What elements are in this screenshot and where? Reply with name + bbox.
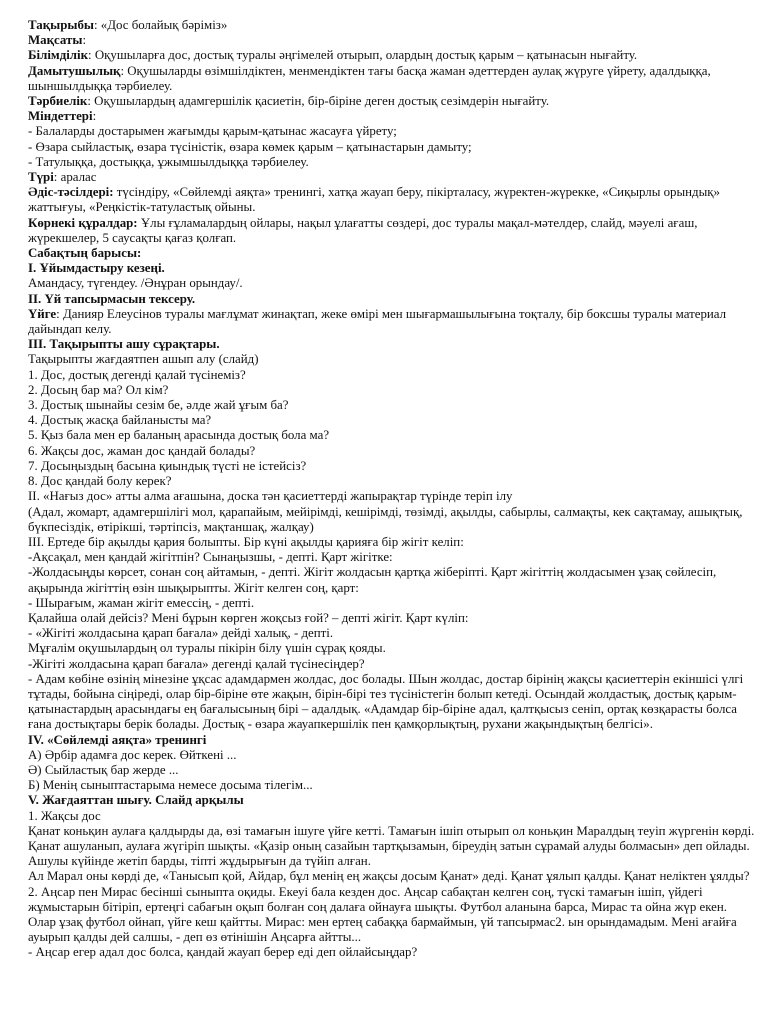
section-1-heading: І. Ұйымдастыру кезеңі.: [28, 261, 165, 276]
upbringing-goal-label: Тәрбиелік: [28, 94, 88, 109]
educational-goal-text: : Оқушыларға дос, достық туралы әңгімелей отырып, олардың достық қарым – қатынасын нығайту.: [88, 48, 638, 63]
question-item: 8. Дос қандай болу керек?: [28, 474, 172, 489]
situation-1-title: 1. Жақсы дос: [28, 808, 101, 823]
tasks-label: Міндеттері: [28, 109, 93, 124]
section-2-heading: ІІ. Үй тапсырмасын тексеру.: [28, 291, 196, 306]
lesson-type-value: : аралас: [53, 170, 97, 185]
section-5-heading: V. Жағдаяттан шығу. Слайд арқылы: [28, 793, 244, 808]
story-paragraph: - Шырағым, жаман жігіт емессің, - депті.: [28, 595, 255, 610]
visual-aids-text: Ұлы ғұламалардың ойлары, нақыл ұлағатты сөздері, дос туралы мақал-мәтелдер, слайд, мәуелі ағаш, жүрекшелер, 5 саусақты қағаз қолғап.: [28, 215, 698, 245]
developmental-goal-text: : Оқушыларды өзімшілдіктен, менмендіктен тағы басқа жаман әдеттерден аулақ жүруге үйрету, адалдыққа, шыншылдыққа тәрбиелеу.: [28, 63, 711, 93]
visual-aids-label: Көрнекі құралдар:: [28, 215, 138, 230]
story-paragraph: -Жолдасыңды көрсет, сонан соң айтамын, - депті. Жігіт жолдасын қартқа жіберіпті. Қарт жігіттің жолдасымен ұзақ сөйлесіп, ақырында жігіттің өзін шықырыпты. Жігіт келген соң, қарт:: [28, 565, 717, 595]
developmental-goal-label: Дамытушылық: [28, 63, 121, 78]
developmental-goal: [28, 64, 758, 94]
upbringing-goal-text: : Оқушылардың адамгершілік қасиетін, бір-біріне деген достық сезімдерін нығайту.: [87, 94, 550, 109]
sentence-prompt: Ә) Сыйластық бар жерде ...: [28, 762, 179, 777]
question-item: 7. Досыңыздың басына қиындық түсті не істейсіз?: [28, 458, 307, 473]
goals-label: Мақсаты: [28, 33, 83, 48]
section-1-text: Амандасу, түгендеу. /Әнұран орындау/.: [28, 276, 243, 291]
question-item: 5. Қыз бала мен ер баланың арасында достық бола ма?: [28, 428, 330, 443]
situation-paragraph: Қанат коньқин аулаға қалдырды да, өзі тамағын ішуге үйге кетті. Тамағын ішіп отырып ол коньқин Маралдың теуіп жүргенін көрді. Қанат ашуланып, аулаға жүгіріп шықты. «Қазір оның сазайын тартқызамын, біреудің затын сұрамай алуды болмасын» деп ойлады.: [28, 823, 755, 853]
apple-tree-task: ІІ. «Нағыз дос» атты алма ағашына, доскa тән қасиеттерді жапырақтар түрінде теріп ілу: [28, 489, 513, 504]
lesson-type: [28, 170, 758, 185]
task-item: - Балаларды достарымен жағымды қарым-қатынас жасауға үйрету;: [28, 124, 397, 139]
visual-aids: [28, 216, 758, 246]
story-paragraph: - «Жігіті жолдасына қарап бағала» дейді халық, - депті.: [28, 626, 334, 641]
task-item: - Өзара сыйластық, өзара түсіністік, өзара көмек қарым – қатынастарын дамыту;: [28, 139, 472, 154]
sentence-prompt: Б) Менің сыныптастарыма немесе досыма тілегім...: [28, 778, 313, 793]
question-item: 3. Достық шынайы сезім бе, әлде жай ұғым ба?: [28, 398, 289, 413]
goals-line: [28, 33, 758, 48]
story-paragraph: Мұғалім оқушылардың ол туралы пікірін білу үшін сұрақ қояды.: [28, 641, 386, 656]
question-item: 2. Досың бар ма? Ол кім?: [28, 382, 169, 397]
topic-line: [28, 18, 758, 33]
methods-label: Әдіс-тәсілдері:: [28, 185, 114, 200]
question-item: 4. Достық жасқа байланысты ма?: [28, 413, 212, 428]
story-paragraph: -Ақсақал, мен қандай жігітпін? Сынаңызшы, - депті. Қарт жігітке:: [28, 550, 393, 565]
situation-paragraph: 2. Аңсар пен Мирас бесінші сыныпта оқиды. Екеуі бала кезден дос. Аңсар сабақтан келген соң, түскі тамағын ішіп, үйдегі жұмыстарын бітіріп, ертеңгі сабағын оқып болған соң далаға ойнауға шықты. Футбол аланына барса, Мирас та ойна жүр екен. Олар ұзақ футбол ойнап, үйге кеш қайтты. Мирас: мен ертең сабаққа бармаймын, үй тапсырмас2. ын орындамадым. Мені ағайға ауырып қалды дей салшы, - деп өз өтінішін Аңсарға айтты...: [28, 884, 737, 945]
lesson-type-label: Түрі: [28, 170, 54, 185]
story-paragraph: Қалайша олай дейсіз? Мені бұрын көрген жоқсыз ғой? – депті жігіт. Қарт күліп:: [28, 610, 469, 625]
section-3-heading: ІІІ. Тақырыпты ашу сұрақтары.: [28, 337, 220, 352]
lesson-progress-heading: Сабақтың барысы:: [28, 246, 142, 261]
section-4-heading: IV. «Сөйлемді аяқта» тренингі: [28, 732, 207, 747]
section-3-intro: Тақырыпты жағдаятпен ашып алу (слайд): [28, 352, 259, 367]
methods: [28, 185, 758, 215]
apple-tree-qualities: (Адал, жомарт, адамгершілігі мол, қарапайым, мейірімді, кешірімді, төзімді, ақылды, сабырлы, салмақты, кек сақтамау, ашықтық, бүкпесіздік, өтірікші, тәртіпсіз, мақтаншақ, жалқау): [28, 504, 743, 534]
tasks-colon: :: [92, 109, 97, 124]
goals-colon: :: [82, 33, 87, 48]
topic-label: Тақырыбы: [28, 18, 94, 32]
educational-goal-label: Білімділік: [28, 48, 89, 63]
lesson-plan-document: [28, 18, 758, 961]
homework-label: Үйге: [28, 306, 57, 321]
story-paragraph: -Жігіті жолдасына қарап бағала» дегенді қалай түсінесіңдер?: [28, 656, 365, 671]
upbringing-goal: [28, 94, 758, 109]
educational-goal: [28, 48, 758, 63]
situation-paragraph: Ашулы күйінде жетіп барды, тіпті жұдырығын да түйіп алған.: [28, 854, 371, 869]
homework-text: : Данияр Елеусінов туралы мағлұмат жинақтап, жеке өмірі мен шығармашылығына тоқталу, бір боксшы туралы материал дайындап келу.: [28, 306, 727, 337]
methods-text: түсіндіру, «Сөйлемді аяқта» тренингі, хатқа жауап беру, пікірталасу, жүректен-жүрекке, «Сиқырлы орындық» жаттығуы, «Реңкістік-татуластық ойыны.: [28, 185, 720, 215]
situation-question: - Аңсар егер адал дос болса, қандай жауап берер еді деп ойлайсыңдар?: [28, 945, 418, 960]
task-item: - Татулыққа, достыққа, ұжымшылдыққа тәрбиелеу.: [28, 154, 309, 169]
sentence-prompt: А) Әрбір адамға дос керек. Өйткені ...: [28, 747, 237, 762]
story-paragraph: - Адам көбіне өзінің мінезіне ұқсас адамдармен жолдас, дос болады. Шын жолдас, достар бірінің жақсы қасиеттерін екіншісі үлгі тұтады, бойына сіңіреді, олар бір-біріне өте жақын, бірін-бірі тез түсіністегін болып кетеді. Осындай жолдастық, достық қарым-қатынастардың арасындағы ең бағалысының бірі – адалдық. «Адамдар бір-біріне адал, қалтқысыз сеніп, ортақ көзқарасты болса ғана достықтары берік болады. Достық - өзара жауапкершілік пен қамқорлықтың, рухани жақындықтың белгісі».: [28, 671, 744, 732]
story-paragraph: ІІІ. Ертеде бір ақылды қария болыпты. Бір күні ақылды қарияға бір жігіт келіп:: [28, 534, 464, 549]
question-item: 6. Жақсы дос, жаман дос қандай болады?: [28, 443, 256, 458]
question-item: 1. Дос, достық дегенді қалай түсінеміз?: [28, 367, 246, 382]
homework: [28, 307, 758, 337]
tasks-line: [28, 109, 758, 124]
topic-value: : «Дос болайық бәріміз»: [93, 18, 228, 32]
situation-paragraph: Ал Марал оны көрді де, «Танысып қой, Айдар, бұл менің ең жақсы досым Қанат» деді. Қанат ұялып қалды. Қанат неліктен ұялды?: [28, 869, 750, 884]
